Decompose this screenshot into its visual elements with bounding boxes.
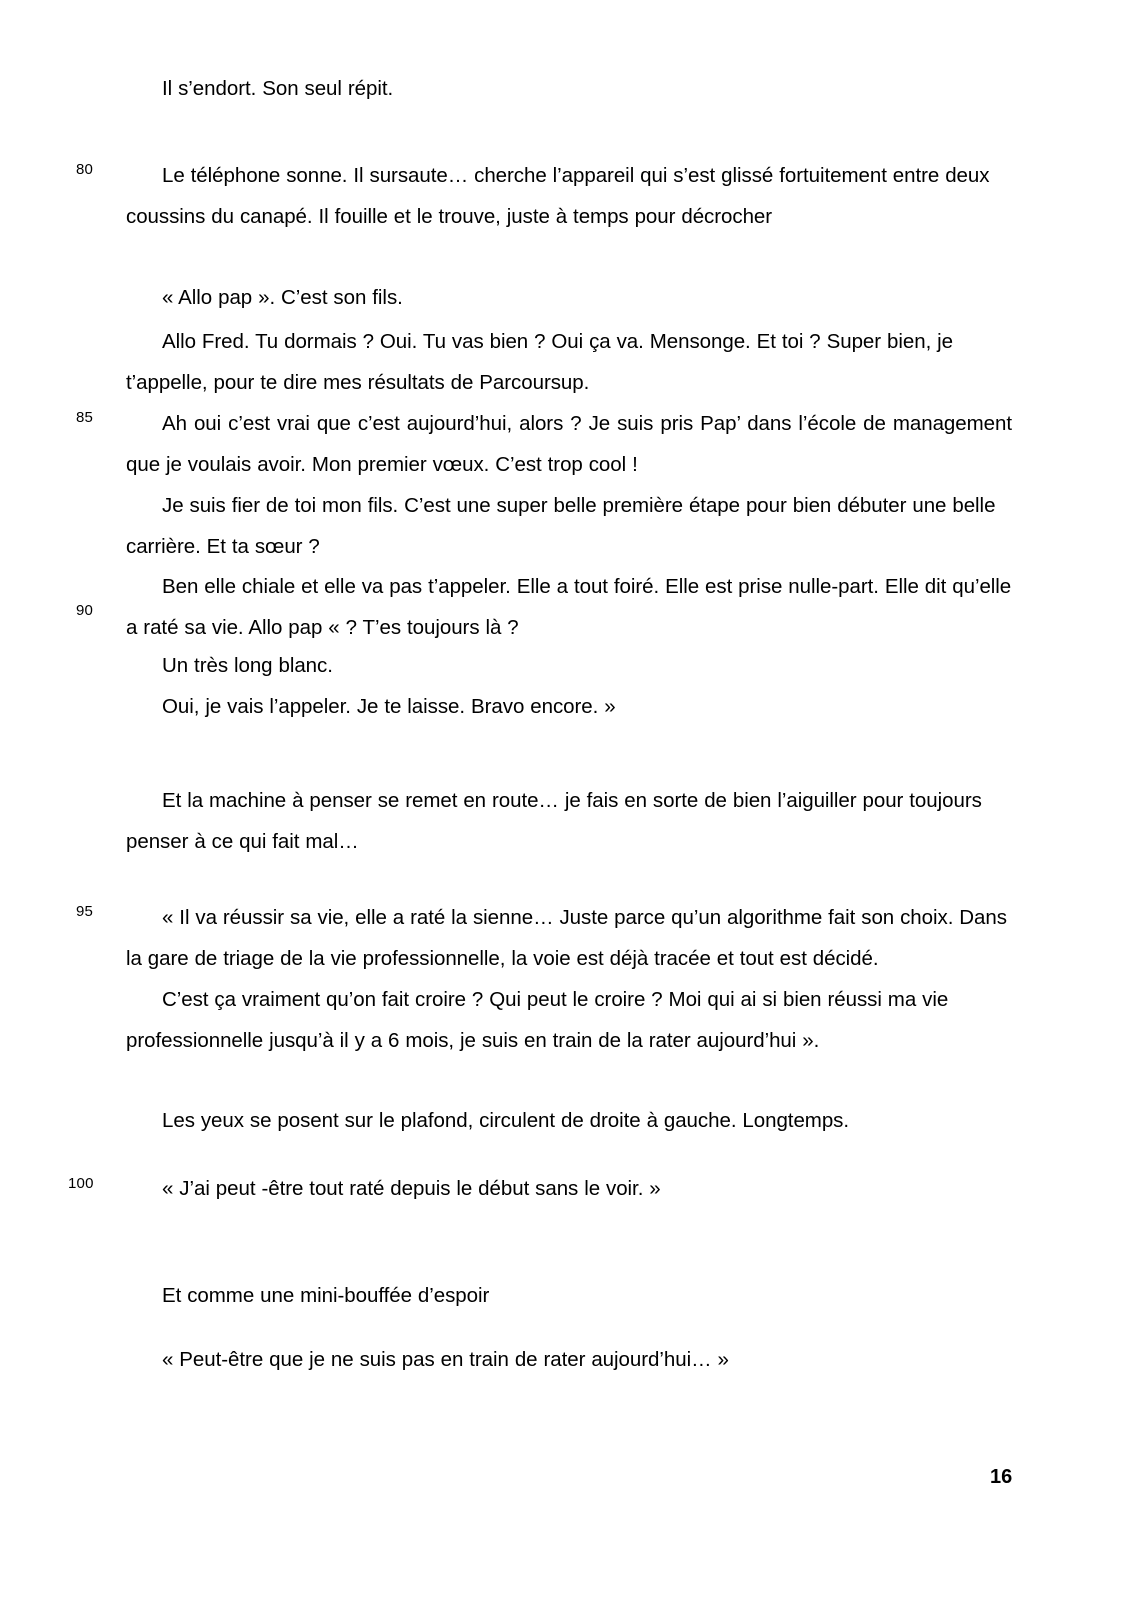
paragraph: Et la machine à penser se remet en route… je fais en sorte de bien l’aiguiller pour toujours penser à ce qui fait mal… (126, 789, 982, 853)
paragraph: C’est ça vraiment qu’on fait croire ? Qui peut le croire ? Moi qui ai si bien réussi ma vie professionnelle jusqu’à il y a 6 mois, je suis en train de la rater aujourd’hui ». (126, 988, 949, 1052)
line-number-margin (0, 0, 126, 1600)
line-number: 85 (76, 409, 94, 426)
paragraph: Et comme une mini-bouffée d’espoir (162, 1284, 490, 1307)
paragraph: Ben elle chiale et elle va pas t’appeler. Elle a tout foiré. Elle est prise nulle-part. Elle dit qu’elle a raté sa vie. Allo pap « ? T’es toujours là ? (126, 575, 1012, 639)
page-number: 16 (990, 1466, 1013, 1488)
line-number: 80 (76, 161, 94, 178)
paragraph: Ah oui c’est vrai que c’est aujourd’hui, alors ? Je suis pris Pap’ dans l’école de management que je voulais avoir. Mon premier vœux. C’est trop cool ! (126, 412, 1012, 476)
paragraph: Un très long blanc. (162, 654, 333, 677)
paragraph: « J’ai peut -être tout raté depuis le début sans le voir. » (162, 1177, 661, 1200)
paragraph: Le téléphone sonne. Il sursaute… cherche l’appareil qui s’est glissé fortuitement entre deux coussins du canapé. Il fouille et le trouve, juste à temps pour décrocher (126, 164, 990, 228)
paragraph: Allo Fred. Tu dormais ? Oui. Tu vas bien ? Oui ça va. Mensonge. Et toi ? Super bien, je t’appelle, pour te dire mes résultats de Parcoursup. (126, 330, 954, 394)
paragraph: Oui, je vais l’appeler. Je te laisse. Bravo encore. » (162, 695, 616, 718)
paragraph: Les yeux se posent sur le plafond, circulent de droite à gauche. Longtemps. (162, 1109, 850, 1132)
line-number: 90 (76, 602, 94, 619)
paragraph: Il s’endort. Son seul répit. (162, 77, 394, 100)
paragraph: « Allo pap ». C’est son fils. (162, 286, 403, 309)
paragraph: « Il va réussir sa vie, elle a raté la sienne… Juste parce qu’un algorithme fait son choix. Dans la gare de triage de la vie professionnelle, la voie est déjà tracée et tout est décidé. (126, 906, 1007, 970)
paragraph: Je suis fier de toi mon fils. C’est une super belle première étape pour bien débuter une belle carrière. Et ta sœur ? (126, 494, 996, 558)
line-number: 100 (68, 1175, 94, 1192)
paragraph: « Peut-être que je ne suis pas en train de rater aujourd’hui… » (162, 1348, 729, 1371)
line-number: 95 (76, 903, 94, 920)
